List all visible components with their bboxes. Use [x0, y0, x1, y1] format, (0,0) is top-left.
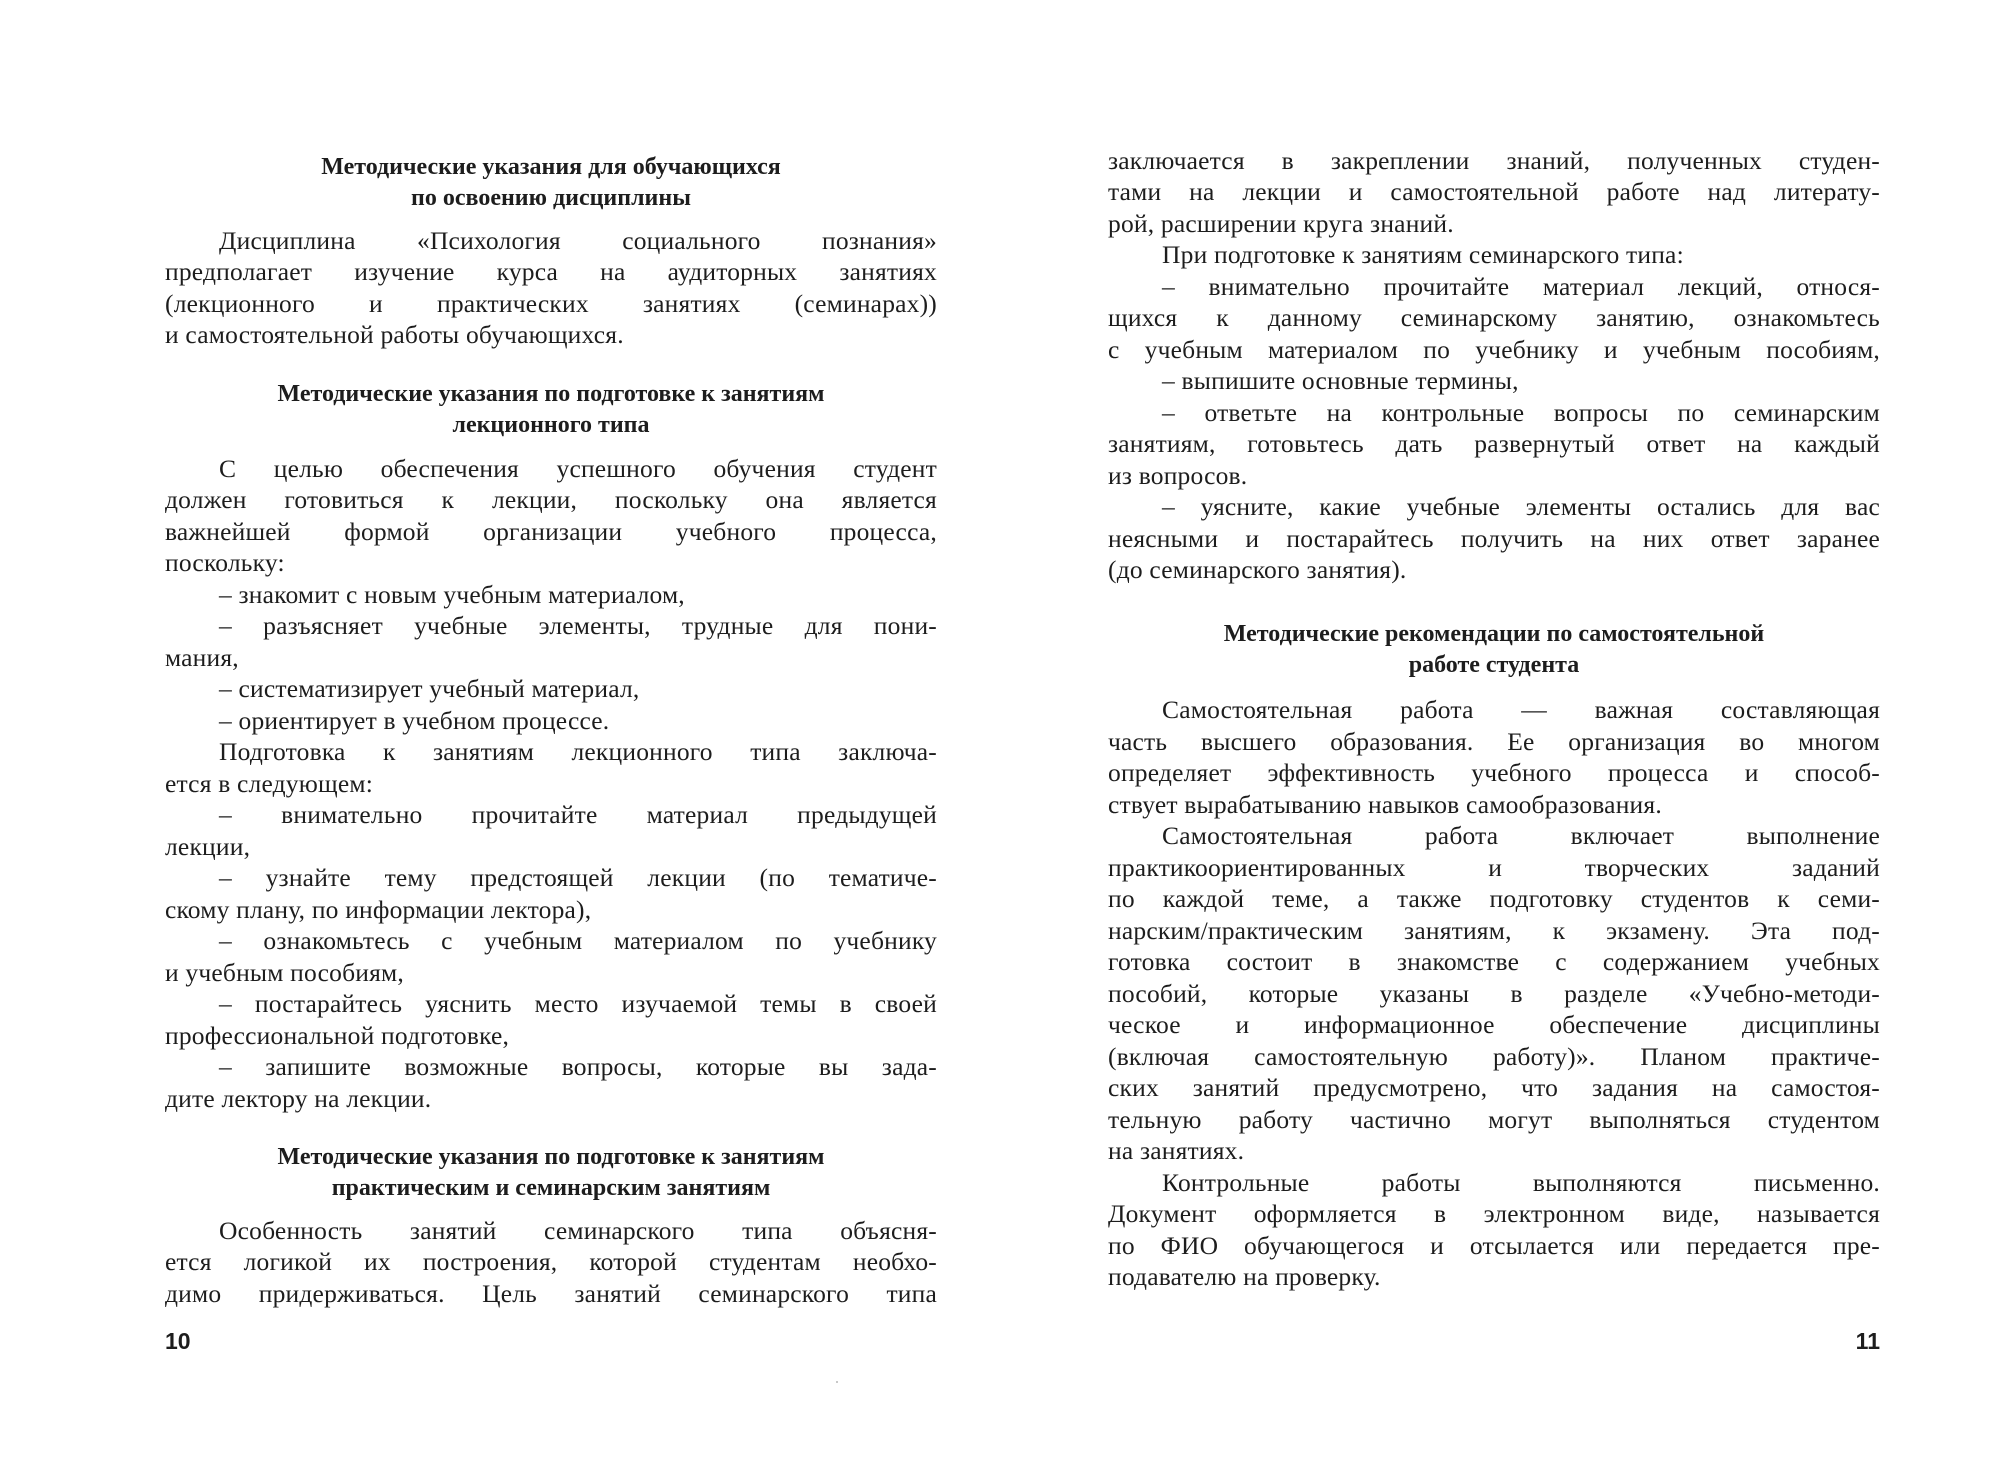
list-item: – уясните, какие учебные элементы остались для вас: [1162, 492, 1880, 521]
list-item: – постарайтесь уяснить место изучаемой темы в своей: [219, 989, 937, 1018]
section-heading: Методические указания по подготовке к занятиям: [277, 1144, 825, 1170]
text-line: заключается в закреплении знаний, полученных студен-: [1108, 146, 1880, 175]
list-item: – разъясняет учебные элементы, трудные для пони-: [219, 611, 937, 640]
text-line: димо придерживаться. Цель занятий семинарского типа: [165, 1279, 937, 1308]
list-item: – систематизирует учебный материал,: [219, 674, 640, 703]
text-line: тельную работу частично могут выполняться студентом: [1108, 1105, 1880, 1134]
list-item: – ориентирует в учебном процессе.: [219, 706, 610, 735]
text-line: ется в следующем:: [165, 769, 373, 798]
text-line: и учебным пособиям,: [165, 958, 404, 987]
section-heading: практическим и семинарским занятиям: [331, 1175, 771, 1201]
list-item: – ознакомьтесь с учебным материалом по учебнику: [219, 926, 937, 955]
text-line: занятиям, готовьтесь дать развернутый ответ на каждый: [1108, 429, 1880, 458]
text-line: скому плану, по информации лектора),: [165, 895, 592, 924]
text-line: щихся к данному семинарскому занятию, ознакомьтесь: [1108, 303, 1880, 332]
text-line: При подготовке к занятиям семинарского типа:: [1162, 240, 1684, 269]
text-line: нарским/практическим занятиям, к экзамену. Эта под-: [1108, 916, 1880, 945]
text-line: Дисциплина «Психология социального познания»: [219, 226, 937, 255]
page-number: 10: [165, 1328, 191, 1354]
list-item: – выпишите основные термины,: [1162, 366, 1519, 395]
section-heading: Методические указания для обучающихся: [321, 154, 781, 180]
text-line: важнейшей формой организации учебного процесса,: [165, 517, 937, 546]
text-line: по каждой теме, а также подготовку студентов к семи-: [1108, 884, 1880, 913]
list-item: – внимательно прочитайте материал лекций, относя-: [1162, 272, 1880, 301]
section-heading: Методические рекомендации по самостоятельной: [1223, 621, 1765, 647]
list-item: – знакомит с новым учебным материалом,: [219, 580, 685, 609]
text-line: мания,: [165, 643, 239, 672]
text-line: профессиональной подготовке,: [165, 1021, 510, 1050]
text-line: пособий, которые указаны в разделе «Учебно-методи-: [1108, 979, 1880, 1008]
section-heading: Методические указания по подготовке к занятиям: [277, 381, 825, 407]
text-line: по ФИО обучающегося и отсылается или передается пре-: [1108, 1231, 1880, 1260]
text-line: из вопросов.: [1108, 461, 1248, 490]
text-line: определяет эффективность учебного процесса и способ-: [1108, 758, 1880, 787]
text-line: на занятиях.: [1108, 1136, 1245, 1165]
text-line: должен готовиться к лекции, поскольку она является: [165, 485, 937, 514]
text-line: Самостоятельная работа включает выполнение: [1162, 821, 1880, 850]
text-line: Особенность занятий семинарского типа объясня-: [219, 1216, 937, 1245]
text-line: ствует вырабатыванию навыков самообразования.: [1108, 790, 1662, 819]
text-line: ских занятий предусмотрено, что задания на самостоя-: [1108, 1073, 1880, 1102]
section-heading: лекционного типа: [452, 412, 650, 438]
text-line: дите лектору на лекции.: [165, 1084, 432, 1113]
left-page: [165, 0, 937, 1461]
text-line: Подготовка к занятиям лекционного типа заключа-: [219, 737, 937, 766]
page-number: 11: [1855, 1328, 1880, 1354]
section-heading: работе студента: [1408, 652, 1580, 678]
text-line: лекции,: [165, 832, 251, 861]
text-line: предполагает изучение курса на аудиторных занятиях: [165, 257, 937, 286]
text-line: и самостоятельной работы обучающихся.: [165, 320, 624, 349]
text-line: поскольку:: [165, 548, 285, 577]
text-line: ется логикой их построения, которой студентам необхо-: [165, 1247, 937, 1276]
list-item: – внимательно прочитайте материал предыдущей: [219, 800, 937, 829]
text-line: (включая самостоятельную работу)». Планом практиче-: [1108, 1042, 1880, 1071]
section-heading: по освоению дисциплины: [411, 185, 691, 211]
list-item: – узнайте тему предстоящей лекции (по тематиче-: [219, 863, 937, 892]
text-line: (лекционного и практических занятиях (семинарах)): [165, 289, 937, 318]
text-line: с учебным материалом по учебнику и учебным пособиям,: [1108, 335, 1880, 364]
text-line: часть высшего образования. Ее организация во многом: [1108, 727, 1880, 756]
text-line: Контрольные работы выполняются письменно.: [1162, 1168, 1880, 1197]
list-item: – запишите возможные вопросы, которые вы зада-: [219, 1052, 937, 1081]
text-line: рой, расширении круга знаний.: [1108, 209, 1454, 238]
text-line: готовка состоит в знакомстве с содержанием учебных: [1108, 947, 1880, 976]
text-line: ческое и информационное обеспечение дисциплины: [1108, 1010, 1880, 1039]
right-page: [1108, 0, 1880, 1461]
text-line: неясными и постарайтесь получить на них ответ заранее: [1108, 524, 1880, 553]
text-line: Документ оформляется в электронном виде, называется: [1108, 1199, 1880, 1228]
list-item: – ответьте на контрольные вопросы по семинарским: [1162, 398, 1880, 427]
text-line: (до семинарского занятия).: [1108, 555, 1407, 584]
text-line: практикоориентированных и творческих заданий: [1108, 853, 1880, 882]
text-line: Самостоятельная работа — важная составляющая: [1162, 695, 1880, 724]
text-line: тами на лекции и самостоятельной работе над литерату-: [1108, 177, 1880, 206]
text-line: С целью обеспечения успешного обучения студент: [219, 454, 937, 483]
text-line: подавателю на проверку.: [1108, 1262, 1381, 1291]
scan-speck: [836, 1381, 838, 1383]
